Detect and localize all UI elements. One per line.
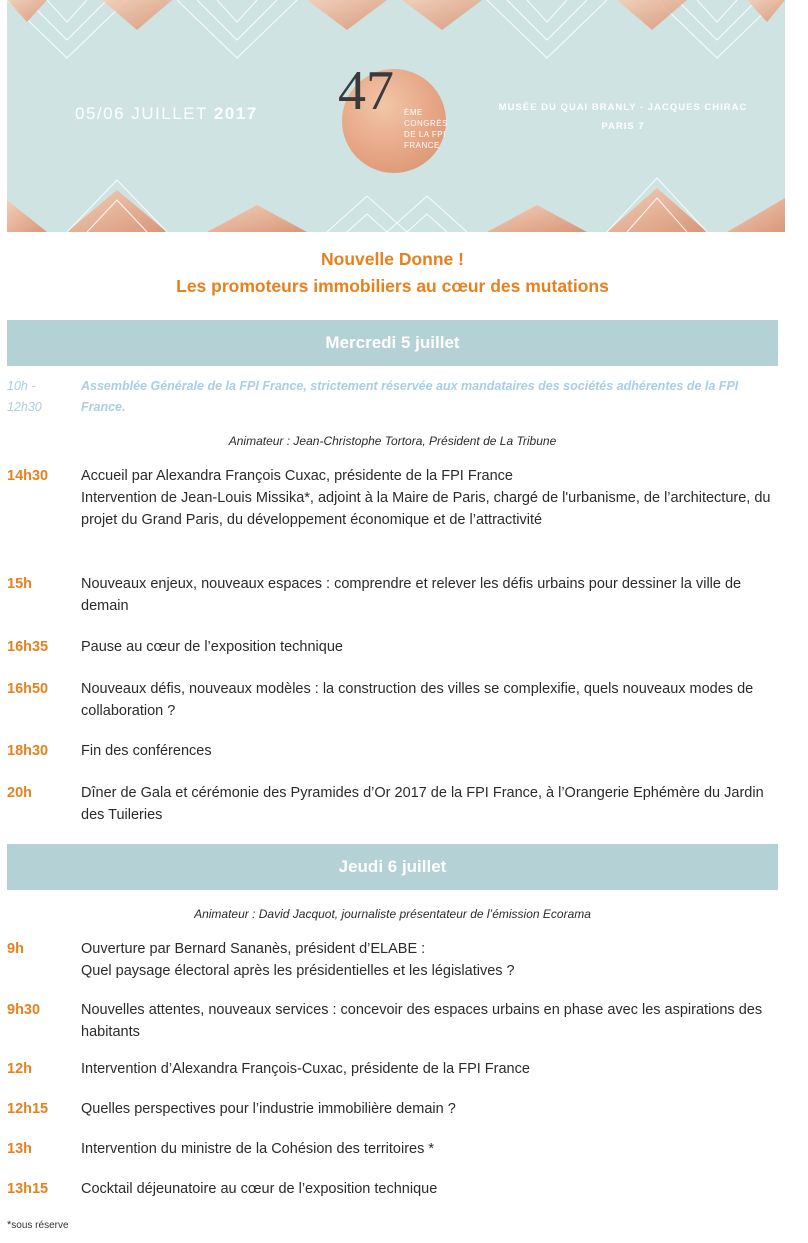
agenda-text: Intervention du ministre de la Cohésion des territoires * xyxy=(81,1141,435,1157)
agenda-text: Nouveaux défis, nouveaux modèles : la construction des villes se complexifie, quels nouveaux modes de collaboration ? xyxy=(81,681,754,719)
agenda-time: 20h xyxy=(7,785,32,801)
logo-number: 47 xyxy=(338,60,394,122)
agenda-text: Nouveaux enjeux, nouveaux espaces : comprendre et relever les défis urbains pour dessiner la ville de demain xyxy=(81,576,742,614)
agenda-time: 16h35 xyxy=(7,639,49,655)
agenda-time: 12h xyxy=(7,1061,32,1077)
agenda-text: Intervention d’Alexandra François-Cuxac, présidente de la FPI France xyxy=(81,1061,530,1077)
logo-line-4: FRANCE xyxy=(404,141,440,150)
agenda-time: 18h30 xyxy=(7,743,49,759)
banner-date-year: 2017 xyxy=(213,104,258,123)
title-line-1: Nouvelle Donne ! xyxy=(321,249,464,269)
logo-text xyxy=(404,107,448,151)
agenda-time: 10h - 12h30 xyxy=(7,379,42,414)
agenda-text: Ouverture par Bernard Sananès, président d’ELABE : Quel paysage électoral après les présidentielles et les législatives ? xyxy=(81,941,515,979)
agenda-text: Accueil par Alexandra François Cuxac, présidente de la FPI France Intervention de Jean-Louis Missika*, adjoint à la Maire de Paris, chargé de l'urbanisme, de l’architecture, du projet du Grand Paris, du développement économique et de l’attractivité xyxy=(81,468,771,528)
agenda-text: Quelles perspectives pour l’industrie immobilière demain ? xyxy=(81,1101,456,1117)
agenda-text: Pause au cœur de l’exposition technique xyxy=(81,639,343,655)
agenda-time: 13h15 xyxy=(7,1181,49,1197)
footnote-star: * xyxy=(7,1219,12,1231)
agenda-text: Cocktail déjeunatoire au cœur de l’exposition technique xyxy=(81,1181,438,1197)
agenda-text: Dîner de Gala et cérémonie des Pyramides d’Or 2017 de la FPI France, à l’Orangerie Ephémère du Jardin des Tuileries xyxy=(81,785,764,823)
agenda-time: 13h xyxy=(7,1141,32,1157)
congress-logo xyxy=(338,60,450,175)
event-banner xyxy=(7,0,785,232)
agenda-time: 14h30 xyxy=(7,468,49,484)
agenda-time: 9h xyxy=(7,941,24,957)
logo-line-1: ÈME xyxy=(404,108,423,117)
agenda-text: Nouvelles attentes, nouveaux services : concevoir des espaces urbains en phase avec les aspirations des habitants xyxy=(81,1002,763,1040)
banner-date-days: 05/06 JUILLET xyxy=(75,104,208,123)
logo-line-3: DE LA FPI xyxy=(404,130,446,139)
title-line-2: Les promoteurs immobiliers au cœur des mutations xyxy=(176,276,609,296)
venue-city: PARIS 7 xyxy=(601,121,645,132)
agenda-time: 12h15 xyxy=(7,1101,49,1117)
day-header-thursday: Jeudi 6 juillet xyxy=(7,844,778,890)
page-title xyxy=(0,246,785,300)
footnote xyxy=(7,1219,69,1231)
banner-venue xyxy=(485,98,761,136)
footnote-text: sous réserve xyxy=(11,1220,69,1231)
agenda-time: 16h50 xyxy=(7,681,49,697)
agenda-text: Assemblée Générale de la FPI France, strictement réservée aux mandataires des sociétés adhérentes de la FPI France. xyxy=(81,379,739,414)
animateur-day2: Animateur : David Jacquot, journaliste présentateur de l’émission Ecorama xyxy=(194,907,591,921)
banner-date xyxy=(75,104,258,124)
animateur-day1: Animateur : Jean-Christophe Tortora, Président de La Tribune xyxy=(228,434,557,448)
agenda-time: 9h30 xyxy=(7,1002,41,1018)
day-header-wednesday: Mercredi 5 juillet xyxy=(7,320,778,366)
logo-line-2: CONGRÈS xyxy=(404,119,448,128)
agenda-time: 15h xyxy=(7,576,32,592)
venue-name: MUSÉE DU QUAI BRANLY - JACQUES CHIRAC xyxy=(498,102,748,113)
agenda-text: Fin des conférences xyxy=(81,743,212,759)
